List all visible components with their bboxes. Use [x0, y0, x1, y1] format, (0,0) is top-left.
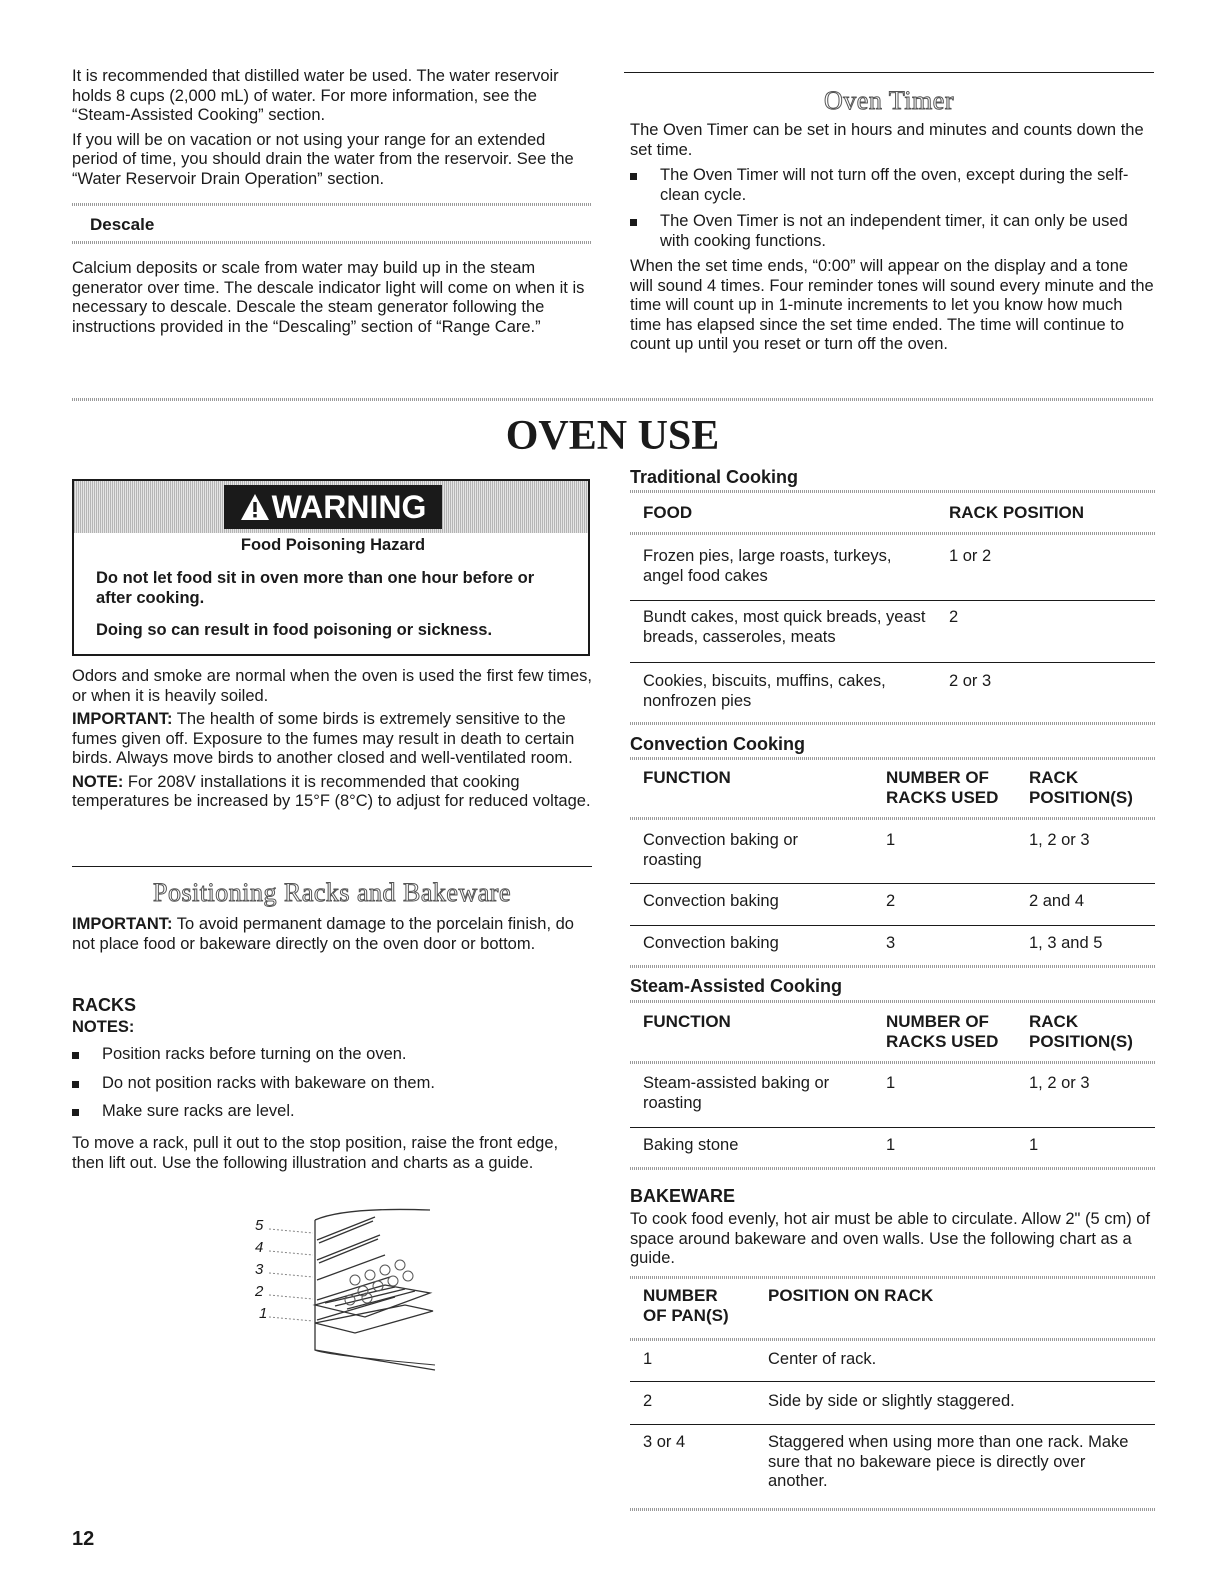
divider	[630, 662, 1155, 663]
rack-label-2: 2	[255, 1283, 264, 1300]
rack-label-5: 5	[255, 1217, 264, 1234]
table-cell: Baking stone	[643, 1136, 739, 1154]
list-item: Do not position racks with bakeware on them.	[72, 1074, 592, 1094]
table-cell: 2	[643, 1392, 653, 1410]
divider	[630, 490, 1155, 493]
divider	[630, 1167, 1155, 1170]
divider	[630, 1061, 1155, 1064]
divider	[630, 1338, 1155, 1341]
divider	[630, 1381, 1155, 1382]
column-header-function: FUNCTION	[643, 768, 731, 787]
divider	[72, 398, 1154, 401]
bullet-icon	[630, 173, 637, 180]
positioning-heading: Positioning Racks and Bakeware	[153, 878, 511, 907]
list-item: Make sure racks are level.	[72, 1102, 592, 1122]
bakeware-heading: BAKEWARE	[630, 1186, 736, 1206]
column-header-racks-used: NUMBER OF RACKS USED	[886, 1012, 999, 1051]
distilled-water-paragraph: It is recommended that distilled water be used. The water reservoir holds 8 cups (2,000 mL) of water. For more information, see the “Steam-Assisted Cooking” section.	[72, 67, 559, 124]
racks-heading: RACKS	[72, 995, 137, 1015]
divider	[72, 241, 592, 244]
positioning-important: IMPORTANT: To avoid permanent damage to the porcelain finish, do not place food or bakeware directly on the oven door or bottom.	[72, 915, 574, 953]
table-cell: Convection baking	[643, 934, 779, 952]
oven-timer-intro: The Oven Timer can be set in hours and minutes and counts down the set time.	[630, 121, 1144, 159]
table-cell: 1, 3 and 5	[1029, 934, 1103, 952]
table-cell: Side by side or slightly staggered.	[768, 1392, 1015, 1410]
table-cell: 1	[1029, 1136, 1039, 1154]
divider	[624, 72, 1154, 73]
oven-timer-section	[630, 121, 1155, 355]
bullet-icon	[72, 1109, 79, 1116]
rack-label-4: 4	[255, 1239, 264, 1256]
bullet-icon	[72, 1081, 79, 1088]
divider	[630, 600, 1155, 601]
warning-box	[72, 479, 590, 656]
divider	[630, 1424, 1155, 1425]
divider	[630, 532, 1155, 535]
descale-heading: Descale	[90, 215, 155, 234]
table-cell: 1	[643, 1350, 653, 1368]
table-cell: Center of rack.	[768, 1350, 877, 1368]
divider	[630, 1508, 1155, 1511]
positioning-section	[72, 915, 592, 954]
table-cell: Frozen pies, large roasts, turkeys, angel food cakes	[643, 547, 892, 585]
table-cell: 1 or 2	[949, 547, 992, 565]
move-rack-paragraph: To move a rack, pull it out to the stop position, raise the front edge, then lift out. Use the following illustration and charts as a guide.	[72, 1134, 559, 1172]
rack-label-1: 1	[259, 1305, 268, 1322]
rack-illustration	[255, 1205, 455, 1385]
table-cell: 2	[886, 892, 896, 910]
note-paragraph: NOTE: For 208V installations it is recommended that cooking temperatures be increased by 15°F (8°C) to adjust for reduced voltage.	[72, 772, 591, 810]
table-cell: 2	[949, 608, 959, 626]
racks-notes-list	[72, 1045, 592, 1122]
warning-label: WARNING	[271, 488, 427, 525]
divider	[72, 203, 592, 206]
column-header-position-on-rack: POSITION ON RACK	[768, 1286, 934, 1305]
table-cell: 2 or 3	[949, 672, 992, 690]
left-top-column	[72, 67, 592, 189]
divider	[630, 1000, 1155, 1003]
table-cell: 1	[886, 1136, 896, 1154]
warning-line-1: Do not let food sit in oven more than one hour before or after cooking.	[96, 569, 535, 607]
warning-triangle-icon	[240, 493, 270, 521]
bakeware-section	[630, 1210, 1155, 1269]
table-cell: 3 or 4	[643, 1433, 686, 1451]
traditional-cooking-title: Traditional Cooking	[630, 467, 799, 487]
column-header-function: FUNCTION	[643, 1012, 731, 1031]
divider	[630, 722, 1155, 725]
oven-timer-end-paragraph: When the set time ends, “0:00” will appear on the display and a tone will sound 4 times. Four reminder tones will sound every minute and the time will count up in 1-minute increments to let you know how much time has elapsed since the set time ended. The time will continue to count up until you reset or turn off the oven.	[630, 257, 1154, 353]
divider	[630, 1127, 1155, 1128]
column-header-rack-positions: RACK POSITION(S)	[1029, 768, 1133, 807]
table-cell: 1, 2 or 3	[1029, 831, 1090, 849]
divider	[630, 965, 1155, 968]
table-cell: 1, 2 or 3	[1029, 1074, 1090, 1092]
odors-paragraph: Odors and smoke are normal when the oven is used the first few times, or when it is heavily soiled.	[72, 667, 592, 705]
oven-timer-heading: Oven Timer	[824, 86, 954, 115]
oven-rack-drawing	[255, 1205, 455, 1385]
list-item: The Oven Timer will not turn off the oven, except during the self-clean cycle.	[630, 166, 1155, 205]
table-cell: Steam-assisted baking or roasting	[643, 1074, 830, 1112]
column-header-rack-position: RACK POSITION	[949, 503, 1085, 522]
important-paragraph: IMPORTANT: The health of some birds is extremely sensitive to the fumes given off. Exposure to the fumes may result in death to certain birds. Always move birds to another closed and well-ventilated room.	[72, 710, 575, 767]
bullet-icon	[72, 1052, 79, 1059]
table-cell: Bundt cakes, most quick breads, yeast breads, casseroles, meats	[643, 608, 926, 646]
divider	[630, 817, 1155, 820]
page-number: 12	[72, 1528, 95, 1550]
steam-cooking-title: Steam-Assisted Cooking	[630, 976, 843, 996]
bullet-icon	[630, 219, 637, 226]
bakeware-paragraph: To cook food evenly, hot air must be able to circulate. Allow 2" (5 cm) of space around bakeware and oven walls. Use the following chart as a guide.	[630, 1210, 1151, 1267]
table-cell: Staggered when using more than one rack. Make sure that no bakeware piece is directly over another.	[768, 1433, 1129, 1490]
table-cell: 3	[886, 934, 896, 952]
notes-heading: NOTES:	[72, 1018, 135, 1036]
table-cell: 1	[886, 831, 896, 849]
divider	[630, 757, 1155, 760]
table-cell: Cookies, biscuits, muffins, cakes, nonfrozen pies	[643, 672, 886, 710]
list-item: Position racks before turning on the oven.	[72, 1045, 592, 1065]
oven-timer-bullets	[630, 166, 1155, 251]
divider	[72, 866, 592, 867]
divider	[630, 883, 1155, 884]
left-body	[72, 667, 592, 812]
column-header-number-of-pans: NUMBER OF PAN(S)	[643, 1286, 729, 1325]
descale-paragraph: Calcium deposits or scale from water may build up in the steam generator over time. The descale indicator light will come on when it is necessary to descale. Descale the steam generator following the instructions provided in the “Descaling” section of “Range Care.”	[72, 259, 585, 336]
warning-line-2: Doing so can result in food poisoning or sickness.	[96, 621, 493, 639]
warning-banner	[224, 485, 442, 529]
descale-section	[72, 259, 592, 337]
table-cell: 1	[886, 1074, 896, 1092]
column-header-food: FOOD	[643, 503, 693, 522]
table-cell: Convection baking or roasting	[643, 831, 799, 869]
divider	[630, 1276, 1155, 1279]
rack-label-3: 3	[255, 1261, 264, 1278]
convection-cooking-title: Convection Cooking	[630, 734, 805, 754]
list-item: The Oven Timer is not an independent timer, it can only be used with cooking functions.	[630, 212, 1155, 251]
column-header-racks-used: NUMBER OF RACKS USED	[886, 768, 999, 807]
move-rack-section	[72, 1134, 592, 1173]
vacation-paragraph: If you will be on vacation or not using your range for an extended period of time, you should drain the water from the reservoir. See the “Water Reservoir Drain Operation” section.	[72, 130, 574, 188]
column-header-rack-positions: RACK POSITION(S)	[1029, 1012, 1133, 1051]
page-title: OVEN USE	[505, 413, 720, 459]
divider	[630, 925, 1155, 926]
hazard-title: Food Poisoning Hazard	[240, 536, 426, 554]
table-cell: Convection baking	[643, 892, 779, 910]
table-cell: 2 and 4	[1029, 892, 1085, 910]
